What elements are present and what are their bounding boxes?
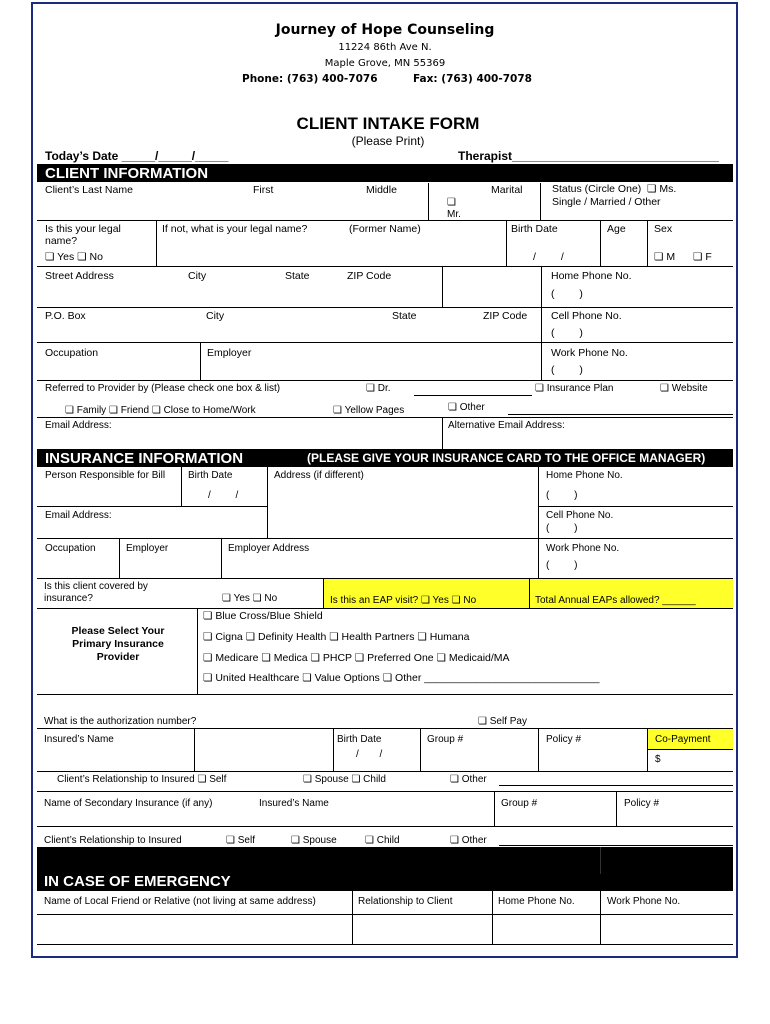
relationship2-self-checkbox[interactable]: ❏ Self [226,835,255,846]
insured-policy-label: Policy # [546,734,582,745]
form-subtitle: (Please Print) [351,134,425,148]
insured-birth-slashes[interactable]: / / [356,749,383,760]
alt-email-label: Alternative Email Address: [448,420,565,431]
org-phone: Phone: (763) 400-7076 [242,73,378,85]
mr-checkbox[interactable]: ❏ Mr. [447,197,461,220]
relationship2-label: Client’s Relationship to Insured [44,835,182,846]
zip-label: ZIP Code [347,270,392,282]
ins-work-phone-label: Work Phone No. [546,543,620,554]
org-address-line1: 11224 86th Ave N. [338,42,432,53]
relationship-self-checkbox[interactable]: Client’s Relationship to Insured ❏ Self [57,774,227,785]
home-phone-paren[interactable]: ( ) [551,288,583,300]
employer-label: Employer [207,347,252,359]
state-label: State [285,270,310,282]
referred-label: Referred to Provider by (Please check one box & list) [45,383,281,394]
resp-birth-date-label: Birth Date [188,470,233,481]
authorization-question: What is the authorization number? [44,716,197,727]
emergency-contact-label: Name of Local Friend or Relative (not living at same address) [44,896,316,907]
ins-work-phone-paren[interactable]: ( ) [546,560,578,571]
insured-birth-date-label: Birth Date [337,734,382,745]
therapist-field[interactable]: Therapist_______________________________ [458,149,719,163]
org-fax: Fax: (763) 400-7078 [413,73,532,85]
select-provider-label: Please Select Your Primary Insurance Provider [71,625,165,663]
client-first-label: First [253,184,274,196]
client-last-name-label: Client’s Last Name [45,184,133,196]
sex-m-checkbox[interactable]: ❏ M [654,251,676,263]
org-address-line2: Maple Grove, MN 55369 [324,58,446,69]
legal-name-label: If not, what is your legal name? [162,223,308,235]
po-city-label: City [206,310,225,322]
client-info-header [37,164,733,182]
marital-label: Marital [491,184,523,196]
eap-question[interactable]: Is this an EAP visit? ❏ Yes ❏ No [330,595,477,606]
po-zip-label: ZIP Code [483,310,528,322]
ms-checkbox[interactable]: ❏ Ms. [647,183,677,195]
provider-row3-checkboxes[interactable]: ❏ Medicare ❏ Medica ❏ PHCP ❏ Preferred One ❏ Medicaid/MA [203,652,510,664]
ins-employer-label: Employer [126,543,169,554]
ins-home-phone-paren[interactable]: ( ) [546,490,578,501]
cell-phone-paren[interactable]: ( ) [551,327,583,339]
po-state-label: State [392,310,417,322]
ins-employer-address-label: Employer Address [228,543,310,554]
insurance-info-header [37,449,733,467]
sex-label: Sex [654,223,673,235]
referral-family-friend-checkbox[interactable]: ❏ Family ❏ Friend ❏ Close to Home/Work [65,405,256,416]
secondary-policy-label: Policy # [624,798,660,809]
insurance-card-note: (PLEASE GIVE YOUR INSURANCE CARD TO THE OFFICE MANAGER) [307,451,706,465]
copay-label: Co-Payment [655,734,711,745]
work-phone-label: Work Phone No. [551,347,628,359]
copay-dollar[interactable]: $ [655,754,661,765]
relationship2-spouse-checkbox[interactable]: ❏ Spouse [291,835,337,846]
emergency-relationship-label: Relationship to Client [358,896,453,907]
covered-yes-no[interactable]: ❏ Yes ❏ No [222,593,278,604]
ins-cell-phone-paren[interactable]: ( ) [546,523,578,534]
person-responsible-label: Person Responsible for Bill [45,470,166,481]
work-phone-paren[interactable]: ( ) [551,364,583,376]
birth-date-label: Birth Date [511,223,558,235]
birth-date-slashes[interactable]: / / [533,251,564,263]
eap-total-field[interactable]: Total Annual EAPs allowed? ______ [535,595,696,606]
insurance-info-title: INSURANCE INFORMATION [45,450,244,467]
secondary-insurance-label: Name of Secondary Insurance (if any) [44,798,213,809]
address-if-different-label: Address (if different) [274,470,364,481]
provider-bcbs-checkbox[interactable]: ❏ Blue Cross/Blue Shield [203,610,323,622]
resp-birth-date-slashes[interactable]: / / [208,490,239,501]
form-title: CLIENT INTAKE FORM [296,114,480,133]
todays-date-field[interactable]: Today’s Date _____/_____/_____ [45,149,229,163]
secondary-group-label: Group # [501,798,538,809]
insured-group-label: Group # [427,734,464,745]
ins-email-label: Email Address: [45,510,112,521]
referral-website-checkbox[interactable]: ❏ Website [660,383,708,394]
provider-row2-checkboxes[interactable]: ❏ Cigna ❏ Definity Health ❏ Health Partners ❏ Humana [203,631,470,643]
emergency-title: IN CASE OF EMERGENCY [44,873,231,890]
ins-home-phone-label: Home Phone No. [546,470,623,481]
relationship-other-checkbox[interactable]: ❏ Other [450,774,487,785]
legal-name-question: Is this your legal name? [45,223,121,247]
emergency-header [37,847,733,891]
client-middle-label: Middle [366,184,397,196]
referral-other-checkbox[interactable]: ❏ Other [448,402,485,413]
emergency-work-phone-label: Work Phone No. [607,896,681,907]
secondary-insured-name-label: Insured’s Name [259,798,329,809]
legal-name-yes-no[interactable]: ❏ Yes ❏ No [45,251,103,263]
marital-status-options[interactable]: Single / Married / Other [552,196,661,208]
ins-occupation-label: Occupation [45,543,96,554]
street-address-label: Street Address [45,270,114,282]
status-label: Status (Circle One) [552,183,642,195]
occupation-label: Occupation [45,347,99,359]
referral-yellow-pages-checkbox[interactable]: ❏ Yellow Pages [333,405,405,416]
relationship2-other-checkbox[interactable]: ❏ Other [450,835,487,846]
po-box-label: P.O. Box [45,310,86,322]
age-label: Age [607,223,626,235]
self-pay-checkbox[interactable]: ❏ Self Pay [478,716,527,727]
insured-name-label: Insured’s Name [44,734,114,745]
email-label: Email Address: [45,420,112,431]
ins-cell-phone-label: Cell Phone No. [546,510,614,521]
org-name: Journey of Hope Counseling [275,22,495,38]
provider-row4-checkboxes[interactable]: ❏ United Healthcare ❏ Value Options ❏ Other ______________________________ [203,672,600,684]
sex-f-checkbox[interactable]: ❏ F [693,251,712,263]
former-name-label: (Former Name) [349,223,421,235]
home-phone-label: Home Phone No. [551,270,632,282]
referral-dr-checkbox[interactable]: ❏ Dr. [366,383,391,394]
relationship2-child-checkbox[interactable]: ❏ Child [365,835,400,846]
client-info-title: CLIENT INFORMATION [45,165,209,182]
cell-phone-label: Cell Phone No. [551,310,622,322]
referral-insurance-plan-checkbox[interactable]: ❏ Insurance Plan [535,383,614,394]
emergency-home-phone-label: Home Phone No. [498,896,575,907]
city-label: City [188,270,207,282]
covered-question: Is this client covered by insurance? [44,581,148,604]
relationship-spouse-child-checkbox[interactable]: ❏ Spouse ❏ Child [303,774,386,785]
